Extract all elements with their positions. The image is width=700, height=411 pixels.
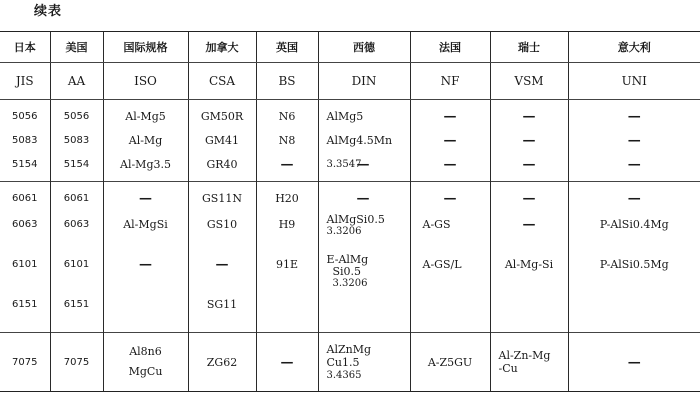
- din-number: 3.3547: [326, 159, 362, 170]
- nf-value: —: [443, 191, 457, 206]
- din-value: E-AlMg: [326, 253, 369, 266]
- grade-value: 6063: [63, 219, 90, 230]
- uni-value: P-AlSi0.4Mg: [599, 218, 669, 231]
- din-value-multi: [326, 129, 408, 170]
- din-value: Cu1.5: [326, 355, 360, 369]
- jis-cell: 7075: [0, 333, 50, 392]
- std-vsm: VSM: [490, 63, 568, 100]
- vsm-value: —: [522, 133, 536, 148]
- vsm-cell: [490, 333, 568, 392]
- uni-value: —: [627, 133, 641, 148]
- header-italy: 意大利: [568, 32, 700, 63]
- bs-value: H9: [278, 218, 296, 231]
- iso-cell: [103, 100, 188, 182]
- nf-cell: A-Z5GU: [410, 333, 490, 392]
- standard-header-row: [0, 63, 700, 100]
- uni-cell: —: [568, 333, 700, 392]
- jis-cell: [0, 182, 50, 333]
- vsm-value: —: [522, 191, 536, 206]
- din-value-multi: [327, 214, 408, 254]
- csa-cell: [188, 182, 256, 333]
- csa-cell: [188, 100, 256, 182]
- nf-value: —: [443, 157, 457, 172]
- aa-cell: [50, 182, 103, 333]
- din-value: Si0.5: [332, 265, 362, 278]
- table-row-group-7000: [0, 333, 700, 392]
- nf-value: —: [443, 109, 457, 124]
- din-cell: [318, 100, 410, 182]
- nf-cell: [410, 182, 490, 333]
- header-west-germany: 西德: [318, 32, 410, 63]
- std-din: DIN: [318, 63, 410, 100]
- std-csa: CSA: [188, 63, 256, 100]
- header-france: 法国: [410, 32, 490, 63]
- bs-cell: [256, 182, 318, 333]
- grade-value: 5056: [12, 111, 38, 122]
- uni-value: —: [627, 191, 641, 206]
- iso-cell: [103, 333, 188, 392]
- grade-value: 6061: [12, 193, 38, 204]
- vsm-value: -Cu: [498, 362, 518, 375]
- country-header-row: [0, 32, 700, 63]
- grade-value: 6061: [63, 193, 90, 204]
- grade-value: 6151: [63, 299, 90, 310]
- vsm-value: Al-Mg-Si: [504, 258, 554, 271]
- csa-value: —: [215, 257, 229, 272]
- bs-value: N6: [278, 110, 296, 123]
- alloy-standards-table: [0, 31, 700, 392]
- std-bs: BS: [256, 63, 318, 100]
- din-number: 3.3206: [332, 278, 368, 289]
- bs-value: 91E: [275, 258, 299, 271]
- din-value: —: [356, 191, 370, 206]
- iso-value: —: [139, 191, 152, 206]
- table-row-group-6000: [0, 182, 700, 333]
- iso-value: Al-MgSi: [123, 218, 168, 231]
- header-switzerland: 瑞士: [490, 32, 568, 63]
- iso-value: Al-Mg5: [125, 110, 166, 123]
- std-uni: UNI: [568, 63, 700, 100]
- csa-value: GM41: [204, 134, 240, 147]
- std-iso: ISO: [103, 63, 188, 100]
- bs-cell: [256, 100, 318, 182]
- grade-value: 5056: [63, 111, 90, 122]
- iso-value: —: [139, 257, 152, 272]
- din-value: AlMg5: [326, 110, 364, 123]
- din-cell: [318, 333, 410, 392]
- uni-value: —: [627, 157, 641, 172]
- din-value: AlMg4.5Mn: [326, 134, 393, 147]
- uni-value: P-AlSi0.5Mg: [599, 258, 669, 271]
- header-japan: 日本: [0, 32, 50, 63]
- jis-cell: [0, 100, 50, 182]
- std-aa: AA: [50, 63, 103, 100]
- grade-value: 5154: [63, 159, 90, 170]
- csa-value: GM50R: [200, 110, 244, 123]
- grade-value: 6063: [12, 219, 38, 230]
- table-row-group-5000: [0, 100, 700, 182]
- header-international: 国际规格: [103, 32, 188, 63]
- din-value: AlZnMg: [326, 342, 371, 356]
- din-cell: [318, 182, 410, 333]
- iso-value: Al-Mg: [128, 134, 163, 147]
- grade-value: 5083: [12, 135, 38, 146]
- bs-value: N8: [278, 134, 296, 147]
- table-caption: 续表: [34, 4, 63, 19]
- grade-value: 6101: [12, 259, 38, 270]
- bs-value: H20: [275, 192, 299, 205]
- vsm-value: Al-Zn-Mg: [498, 349, 551, 362]
- vsm-cell: [490, 100, 568, 182]
- iso-value: MgCu: [128, 365, 163, 378]
- vsm-value: —: [522, 109, 536, 124]
- grade-value: 6101: [63, 259, 90, 270]
- din-value-multi: [327, 254, 408, 300]
- iso-value: Al-Mg3.5: [120, 158, 171, 171]
- din-number: 3.4365: [326, 369, 362, 381]
- vsm-value: —: [522, 217, 536, 232]
- din-number: 3.3206: [326, 226, 362, 237]
- grade-value: 5154: [12, 159, 38, 170]
- din-value: —: [356, 157, 370, 172]
- header-uk: 英国: [256, 32, 318, 63]
- uni-value: —: [627, 109, 641, 124]
- uni-cell: [568, 100, 700, 182]
- aa-cell: 7075: [50, 333, 103, 392]
- aa-cell: [50, 100, 103, 182]
- nf-value: A-GS/L: [422, 258, 462, 271]
- nf-value: A-GS: [422, 218, 451, 231]
- uni-cell: [568, 182, 700, 333]
- grade-value: 5083: [63, 135, 90, 146]
- vsm-cell: [490, 182, 568, 333]
- nf-value: —: [443, 133, 457, 148]
- vsm-value: —: [522, 157, 536, 172]
- bs-cell: —: [256, 333, 318, 392]
- csa-value: GR40: [206, 158, 238, 171]
- iso-value: Al8n6: [129, 345, 162, 358]
- csa-value: GS11N: [202, 192, 242, 205]
- header-usa: 美国: [50, 32, 103, 63]
- csa-cell: ZG62: [188, 333, 256, 392]
- bs-value: —: [280, 157, 294, 172]
- std-jis: JIS: [0, 63, 50, 100]
- iso-cell: [103, 182, 188, 333]
- header-canada: 加拿大: [188, 32, 256, 63]
- std-nf: NF: [410, 63, 490, 100]
- grade-value: 6151: [12, 299, 38, 310]
- csa-value: GS10: [206, 218, 238, 231]
- din-value: AlMgSi0.5: [326, 213, 385, 226]
- csa-value: SG11: [206, 298, 238, 311]
- nf-cell: [410, 100, 490, 182]
